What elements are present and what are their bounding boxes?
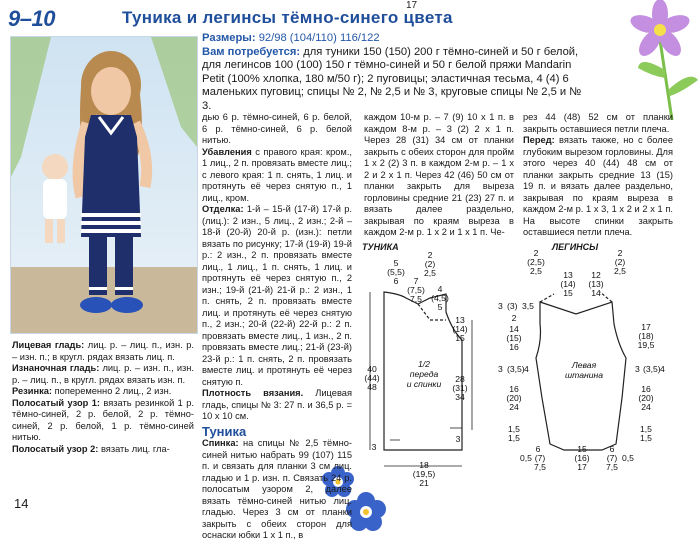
- dim-label: 4: [437, 284, 443, 294]
- column-4: [523, 112, 673, 239]
- dim-label: 13: [563, 270, 573, 280]
- dim-label: 1,5: [508, 433, 520, 443]
- dim-label: (3,5): [507, 364, 525, 374]
- dim-label: (2): [424, 259, 436, 269]
- column-1: [12, 340, 194, 455]
- dim-label: 3: [498, 301, 503, 311]
- stripe-pattern-1-title: Полосатый узор 1:: [12, 397, 100, 408]
- dim-label: (13): [588, 279, 604, 289]
- pattern-number: 9–10: [8, 6, 55, 31]
- leggings-center-label-1: Левая: [571, 360, 597, 370]
- dim-label: 2: [533, 248, 539, 258]
- dim-label: 3: [371, 442, 377, 452]
- dim-label: (2): [614, 257, 626, 267]
- gauge-text: Лицевая гладь, спицы № 3: 27 п. и 36,5 р. = 10 х 10 см.: [202, 388, 352, 421]
- dim-label: (14): [452, 324, 468, 334]
- rib-title: Резинка:: [12, 386, 53, 396]
- leggings-center-label-2: штанина: [565, 370, 603, 380]
- dim-label: 15: [577, 444, 587, 454]
- rib-text: попеременно 2 лиц., 2 изн.: [54, 386, 172, 396]
- dim-label: 2: [511, 313, 517, 323]
- stripe-pattern-2-text: вязать лиц. гла-: [100, 443, 170, 454]
- dim-label: 17: [577, 462, 587, 472]
- tunic-section-heading: Туника: [202, 423, 247, 439]
- dim-label: (3,5): [643, 364, 661, 374]
- dim-label: 40: [367, 364, 377, 374]
- dim-label: (16): [574, 453, 590, 463]
- stockinette-text: лиц. р. – лиц. п., изн. р. – изн. п.; в кругл. рядах вязать лиц. п.: [12, 340, 194, 362]
- dim-label: 3: [498, 364, 503, 374]
- dim-label: 3,5: [522, 301, 534, 311]
- front-text: вязать также, но с более глубоким вырезом горловины. Для этого через 40 (44) 48 см от планки закрыть средние 13 (15) 19 п. и вязать далее раздельно, закрывая по краям выреза в каждом 2-м р. 1 х 3, 1 х 2 и 2 х 1 п. На высоте спинки закрыть оставшиеся петли плеча.: [523, 135, 673, 237]
- dim-label: (18): [638, 331, 654, 341]
- back-text: на спицы № 2,5 тёмно-синей нитью набрать 99 (107) 115 п. и связать для планки 3 см лиц. гладью и 1 р. изн. п. Связать 24 р. полосатым узором 2, далее вязать тёмно-синей нитью лиц. гладью. Через 3 см от планки закрыть с обеих сторон для оснаски юбки 1 х 1 п., в: [202, 438, 352, 540]
- dim-label: 13: [455, 315, 465, 325]
- flower-decoration-icon: [610, 0, 699, 120]
- tunic-center-label-2: переда: [409, 369, 439, 379]
- tunic-diagram-label: ТУНИКА: [362, 242, 399, 252]
- pattern-title: Туника и легинсы тёмно-синего цвета: [122, 8, 453, 27]
- dim-label: 5: [437, 302, 443, 312]
- dim-label: 6: [609, 444, 615, 454]
- dim-label: 14: [591, 288, 601, 298]
- column-4-continuation: рез 44 (48) 52 см от планки закрыть оставшиеся петли плеча.: [523, 112, 673, 134]
- dim-label: (19,5): [412, 469, 436, 479]
- dim-label: 4: [524, 364, 529, 374]
- top-page-number: 17: [406, 0, 418, 11]
- dim-label: 5: [393, 258, 399, 268]
- dim-label: (31): [452, 383, 468, 393]
- dim-label: (14): [560, 279, 576, 289]
- column-3-text: каждом 10-м р. – 7 (9) 10 х 1 п. в каждом 8-м р. – 3 (2) 2 х 1 п. Через 28 (31) 34 см от планки закрыть с обеих сторон для пройм 1 х 2 (2) 3 п. в каждом 2-м р. – 1 х 2 и 2 х 1 п. Через 42 (46) 50 см от планки закрыть для выреза горловины средние 21 (23) 27 п. и вязать далее раздельно, закрывая по краям выреза в каждом 2-м р. 1 х 2 и 1 х 1 п. Че-: [364, 112, 514, 237]
- dim-label: 12: [591, 270, 601, 280]
- dim-label: 3: [635, 364, 640, 374]
- dim-label: (20): [638, 393, 654, 403]
- dim-label: (7): [606, 453, 618, 463]
- model-photo: [10, 36, 198, 334]
- sizes-label: Размеры:: [202, 32, 256, 44]
- stripe-pattern-2-title: Полосатый узор 2:: [12, 443, 99, 454]
- trim-text: 1-й – 15-й (17-й) 17-й р. (лиц.): 2 изн., 5 лиц., 2 изн.; 2-й – 18-й (20-й) 20-й р. (изн.): петли вязать по рисунку; 17-й (19-й) 19-й р.: 2 изн., 2 п. провязать вместе лиц., 1 лиц., 1 п. снять, 1 лиц. и протянуть её через снятую п., 2 изн.; 19-й (21-й) 21-й р.: 2 изн., 1 п. снять, 2 п. провязать вместе лиц. и протянуть её через снятую п., 2 изн.; 20-й (22-й) 22-й р.: 2 п. провязать вместе лиц., 1 изн., 2 п. провязать вместе лиц.; 21-й (23-й) 23-й р.: 1 п. снять, 2 п. провязать вместе лиц. и протянуть её через снятую п.: [202, 204, 352, 387]
- dim-label: (5,5): [387, 267, 405, 277]
- dim-label: 24: [509, 402, 519, 412]
- dim-label: (7,5): [407, 285, 425, 295]
- column-3: [364, 112, 514, 239]
- front-title: Перед:: [523, 135, 555, 145]
- dim-label: (3): [507, 301, 518, 311]
- dim-label: 2,5: [614, 266, 626, 276]
- dim-label: 0,5: [622, 453, 634, 463]
- dim-label: 34: [455, 392, 465, 402]
- trim-title: Отделка:: [202, 204, 244, 214]
- dim-label: 16: [509, 384, 519, 394]
- dim-label: (15): [506, 333, 522, 343]
- materials-intro: [202, 32, 587, 114]
- dim-label: 6: [393, 276, 399, 286]
- dim-label: (44): [364, 373, 380, 383]
- gauge-title: Плотность вязания.: [202, 388, 304, 398]
- tunic-schematic-diagram: [360, 250, 500, 490]
- tunic-center-label-1: 1/2: [418, 359, 430, 369]
- dim-label: 0,5: [520, 453, 532, 463]
- dim-label: 2,5: [424, 268, 436, 278]
- dim-label: (2,5): [527, 257, 545, 267]
- dim-label: (7): [534, 453, 546, 463]
- stockinette-title: Лицевая гладь:: [12, 340, 85, 350]
- stripe-pattern-1-text: вязать резинкой 1 р. тёмно-синей, 2 р. белой, 2 р. тёмно-синей, 2 р. белой, 1 р. тёмно-синей нитью.: [12, 397, 194, 442]
- dim-label: 2: [617, 248, 623, 258]
- dim-label: 7: [413, 276, 419, 286]
- tunic-center-label-3: и спинки: [406, 379, 442, 389]
- leggings-diagram-label: ЛЕГИНСЫ: [552, 242, 599, 252]
- dim-label: 24: [641, 402, 651, 412]
- dim-label: 3: [455, 434, 461, 444]
- dim-label: 6: [535, 444, 541, 454]
- dim-label: (20): [506, 393, 522, 403]
- dim-label: 21: [419, 478, 429, 488]
- column-2-continuation: дью 6 р. тёмно-синей, 6 р. белой, 6 р. тёмно-синей, 6 р. белой нитью.: [202, 112, 352, 145]
- decreases-text: с правого края: кром., 1 лиц., 2 п. провязать вместе лиц.; с левого края: 1 п. снять, 1 лиц. и протянуть её через снятую п., 1 лиц., кром.: [202, 146, 352, 203]
- leggings-schematic-diagram: [498, 248, 698, 488]
- dim-label: 16: [641, 384, 651, 394]
- dim-label: 7,5: [410, 294, 422, 304]
- dim-label: 14: [509, 324, 519, 334]
- dim-label: 16: [509, 342, 519, 352]
- dim-label: (4,5): [431, 293, 449, 303]
- reverse-stockinette-text: лиц. р. – изн. п., изн. р. – лиц. п., в кругл. рядах вязать изн. п.: [12, 363, 194, 385]
- dim-label: 1,5: [640, 433, 652, 443]
- dim-label: 48: [367, 382, 377, 392]
- dim-label: 7,5: [534, 462, 546, 472]
- back-title: Спинка:: [202, 438, 239, 448]
- dim-label: 1,5: [508, 424, 520, 434]
- dim-label: 2,5: [530, 266, 542, 276]
- dim-label: 15: [563, 288, 573, 298]
- materials-text: для туники 150 (150) 200 г тёмно-синей и 50 г белой, для легинсов 100 (100) 150 г тёмно-синей и 50 г белой пряжи Mandarin Petit (100% хлопка, 180 м/50 г); 2 пуговицы; эластичная тесьма, 4 (4) 6 маленьких пуговиц; спицы № 2, № 2,5 и № 3, круговые спицы № 2,5 и № 3.: [202, 45, 582, 112]
- dim-label: 19,5: [637, 340, 655, 350]
- page-number: 14: [14, 496, 29, 511]
- dim-label: 7,5: [606, 462, 618, 472]
- reverse-stockinette-title: Изнаночная гладь:: [12, 363, 100, 373]
- dim-label: 18: [419, 460, 429, 470]
- dim-label: 2: [427, 250, 433, 260]
- dim-label: 4: [660, 364, 665, 374]
- decreases-title: Убавления: [202, 146, 252, 157]
- dim-label: 28: [455, 374, 465, 384]
- sizes-value: 92/98 (104/110) 116/122: [258, 32, 380, 44]
- column-2: [202, 112, 352, 542]
- dim-label: 15: [455, 333, 465, 343]
- girl-in-tunic-photo-icon: [11, 37, 197, 333]
- dim-label: 1,5: [640, 424, 652, 434]
- dim-label: 17: [641, 322, 651, 332]
- materials-label: Вам потребуется:: [202, 45, 301, 58]
